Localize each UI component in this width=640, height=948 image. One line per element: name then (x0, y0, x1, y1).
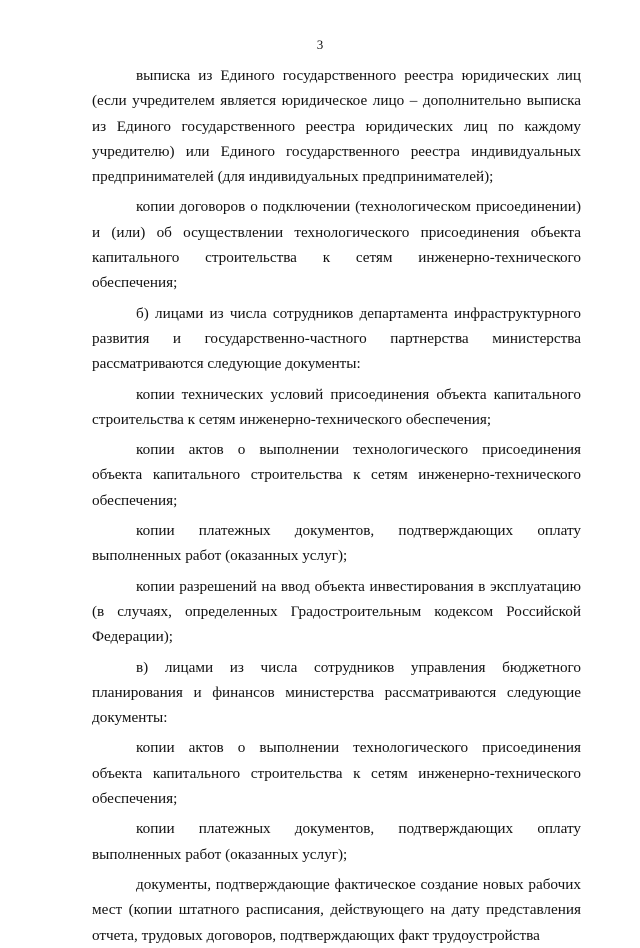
paragraph-commissioning-permits: копии разрешений на ввод объекта инвестирования в эксплуатацию (в случаях, определенных Градостроительным кодексом Российской Федерации); (92, 577, 581, 646)
paragraph-connection-acts: копии актов о выполнении технологического присоединения объекта капитального строительства к сетям инженерно-технического обеспечения; (92, 441, 581, 509)
paragraph-item-b: б) лицами из числа сотрудников департамента инфраструктурного развития и государственно-частного партнерства министерства рассматриваются следующие документы: (92, 304, 581, 373)
paragraph-technical-conditions: копии технических условий присоединения объекта капитального строительства к сетям инженерно-технического обеспечения; (92, 385, 581, 428)
paragraph-connection-contracts: копии договоров о подключении (технологическом присоединении) и (или) об осуществлении технологического присоединения объекта капитального строительства к сетям инженерно-технического обеспечения; (92, 198, 581, 292)
paragraph-payment-documents: копии платежных документов, подтверждающих оплату выполненных работ (оказанных услуг); (92, 522, 581, 565)
paragraph-payment-documents-2: копии платежных документов, подтверждающих оплату выполненных работ (оказанных услуг); (92, 820, 581, 863)
paragraph-item-v: в) лицами из числа сотрудников управления бюджетного планирования и финансов министерства рассматриваются следующие документы: (92, 658, 581, 727)
document-body (92, 63, 581, 948)
page-number: 3 (316, 37, 324, 52)
paragraph-extract-registry: выписка из Единого государственного реестра юридических лиц (если учредителем является юридическое лицо – дополнительно выписка из Единого государственного реестра юридических лиц по каждому учредителю) или Единого государственного реестра индивидуальных предпринимателей (для индивидуальных предпринимателей); (92, 67, 581, 186)
paragraph-new-jobs: документы, подтверждающие фактическое создание новых рабочих мест (копии штатного расписания, действующего на дату представления отчета, трудовых договоров, подтверждающих факт трудоустройства (92, 875, 581, 944)
paragraph-connection-acts-2: копии актов о выполнении технологического присоединения объекта капитального строительства к сетям инженерно-технического обеспечения; (92, 739, 581, 808)
